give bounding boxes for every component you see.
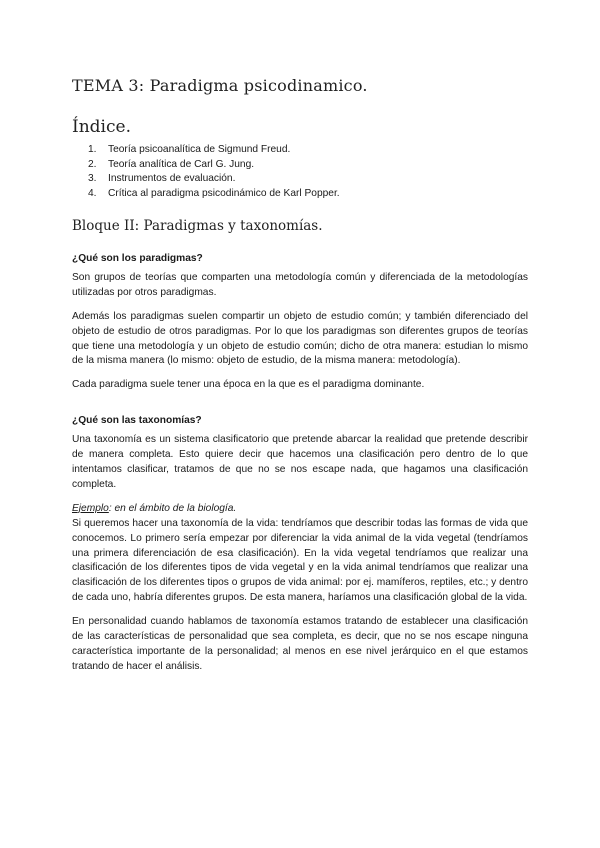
index-heading: Índice. [72, 117, 131, 137]
closing-paragraph: En personalidad cuando hablamos de taxonomía estamos tratando de establecer una clasificación de las características de personalidad que sea completa, es decir, que no se nos escape ninguna característica importante de la personalidad; al menos en ese nivel jerárquico en el que estamos tratando de hacer el análisis. [72, 616, 528, 672]
section-question-taxonomias: ¿Qué son las taxonomías? [72, 415, 202, 427]
paragraph: Cada paradigma suele tener una época en la que es el paradigma dominante. [72, 379, 425, 391]
list-item: 1. Teoría psicoanalítica de Sigmund Freud. [88, 144, 291, 155]
index-list [88, 143, 340, 201]
paragraph: Son grupos de teorías que comparten una metodología común y diferenciada de la metodologías utilizadas por otros paradigmas. [72, 271, 528, 298]
example-paragraph: Si queremos hacer una taxonomía de la vida: tendríamos que describir todas las formas de vida que conocemos. Lo primero sería empezar por diferenciar la vida animal de la vida vegetal (tendríamos una primera diferenciación de esa clasificación). En la vida vegetal tendríamos que realizar una clasificación de los diferentes tipos de vida vegetal y en la vida animal tendríamos que realizar una clasificación de los diferentes tipos o grupos de vida animal: por ej. mamíferos, reptiles, etc.; y dentro de cada uno, habría diferentes grupos. De esta manera, haríamos una clasificación global de la vida. [72, 517, 528, 604]
content-body [72, 252, 528, 684]
example-label: Ejemplo: en el ámbito de la biología. [72, 502, 237, 514]
list-item: 2. Teoría analítica de Carl G. Jung. [88, 158, 255, 170]
block-heading: Bloque II: Paradigmas y taxonomías. [72, 218, 323, 234]
example-label-underlined: Ejemplo [72, 502, 109, 514]
paragraph: Una taxonomía es un sistema clasificatorio que pretende abarcar la realidad que pretende describir de manera completa. Esto quiere decir que hacemos una clasificación pero dentro de lo que intentamos clasificar, tratamos de que no se nos escape nada, que hagamos una clasificación completa. [72, 434, 528, 490]
paragraph: Además los paradigmas suelen compartir un objeto de estudio común; y también diferenciado del objeto de estudio de otros paradigmas. Por lo que los paradigmas son diferentes grupos de teorías que tiene una metodología y un objeto de estudio común; dicho de otra manera: estudian lo mismo de la misma manera (lo mismo: objeto de estudio, de la misma manera: metodología). [72, 310, 528, 367]
list-item: 3. Instrumentos de evaluación. [88, 173, 236, 185]
section-question-paradigmas: ¿Qué son los paradigmas? [72, 253, 203, 264]
list-item: 4. Crítica al paradigma psicodinámico de Karl Popper. [88, 187, 340, 199]
page-title: TEMA 3: Paradigma psicodinamico. [72, 76, 368, 95]
